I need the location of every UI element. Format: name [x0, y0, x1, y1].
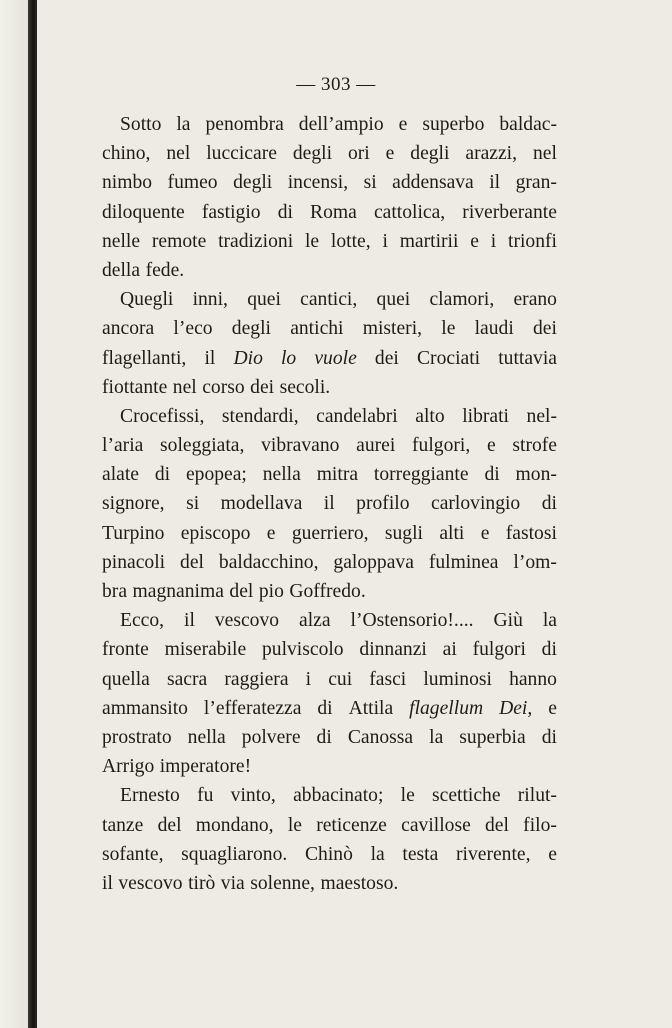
word: polvere — [241, 726, 301, 748]
word: imperatore! — [159, 756, 252, 778]
word: le — [400, 785, 415, 807]
word: quella — [102, 668, 150, 690]
italic-word: vuole — [314, 347, 357, 369]
word: di — [277, 201, 293, 223]
word: riverente, — [456, 843, 531, 865]
text-line — [102, 694, 557, 723]
text-line — [102, 168, 557, 197]
word: quei — [376, 289, 411, 311]
word: trionfi — [508, 230, 557, 252]
word: la — [370, 843, 385, 865]
word: superbo — [422, 114, 485, 135]
text-line — [102, 431, 557, 460]
word: addensava — [392, 172, 474, 194]
word: del — [229, 581, 254, 602]
word: del — [485, 814, 509, 836]
word: carlovingio — [431, 493, 521, 515]
word: tanze — [102, 814, 144, 836]
word: episcopo — [180, 522, 251, 544]
word: mitra — [316, 464, 359, 486]
text-line — [102, 548, 557, 577]
word: di — [541, 493, 557, 515]
word: clamori, — [429, 289, 495, 311]
word: il — [323, 493, 335, 515]
word: ammansito — [102, 697, 188, 719]
word: le — [287, 814, 302, 836]
word: vescovo — [214, 610, 280, 632]
word: ai — [442, 639, 457, 661]
word: quei — [247, 289, 281, 311]
text-line — [102, 869, 557, 898]
text-line — [102, 139, 557, 168]
word: sacra — [166, 668, 208, 690]
word: vibravano — [261, 435, 340, 457]
italic-word: Dei, — [499, 697, 533, 719]
text-line — [102, 198, 557, 227]
word: Attila — [348, 697, 394, 719]
text-line — [102, 752, 557, 781]
word: nel — [166, 143, 191, 165]
text-line — [102, 314, 557, 343]
word: l’Ostensorio!.... — [350, 610, 474, 632]
word: Goffredo. — [289, 581, 366, 602]
word: prostrato — [102, 726, 172, 748]
word: nimbo — [102, 172, 153, 194]
word: galoppava — [333, 551, 414, 573]
word: superbia — [459, 726, 526, 748]
word: pulviscolo — [261, 639, 344, 661]
word: fulgori — [472, 639, 526, 661]
word: Sotto — [120, 114, 162, 135]
word: fastigio — [201, 201, 261, 223]
text-line — [102, 110, 557, 139]
word: hanno — [509, 668, 557, 690]
word: le — [304, 230, 320, 252]
word: signore, — [102, 493, 165, 515]
word: mondano, — [195, 814, 274, 836]
word: martirii — [399, 230, 459, 252]
word: bra — [102, 581, 128, 602]
word: strofe — [512, 435, 557, 457]
paragraph — [102, 110, 557, 285]
word: dell’ampio — [298, 114, 384, 135]
word: fastosi — [505, 522, 557, 544]
word: aurei — [356, 435, 396, 457]
word: testa — [402, 843, 439, 865]
word: Crociati — [416, 347, 481, 369]
text-line — [102, 256, 557, 285]
page-number: — 303 — — [296, 74, 376, 95]
word: gran- — [515, 172, 557, 194]
word: e — [548, 697, 557, 719]
word: fulminea — [428, 551, 499, 573]
word: di — [484, 464, 500, 486]
word: soleggiata, — [160, 435, 245, 457]
word: degli — [292, 143, 333, 165]
word: e — [266, 522, 276, 544]
word: si — [186, 493, 200, 515]
word: Quegli — [120, 289, 174, 311]
word: incensi, — [287, 172, 349, 194]
word: corso — [202, 376, 245, 398]
word: e — [480, 522, 490, 544]
word: dinnanzi — [359, 639, 427, 661]
word: lotte, — [330, 230, 371, 252]
word: di — [154, 464, 171, 486]
word: dei — [250, 376, 275, 398]
word: i — [490, 230, 497, 252]
word: l’om- — [513, 551, 557, 573]
word: tradizioni — [218, 230, 294, 252]
paragraph — [102, 285, 557, 402]
text-line — [102, 373, 557, 402]
word: il — [204, 347, 216, 369]
word: luccicare — [206, 143, 277, 165]
word: vescovo — [118, 872, 183, 894]
word: misteri, — [362, 318, 423, 340]
word: raggiera — [224, 668, 289, 690]
word: Crocefissi, — [120, 405, 205, 427]
word: remote — [151, 230, 207, 252]
word: nel — [532, 143, 557, 165]
word: arazzi, — [465, 143, 518, 165]
word: maestoso. — [320, 872, 399, 894]
word: vinto, — [230, 785, 276, 807]
word: Roma — [310, 201, 357, 223]
word: la — [176, 114, 191, 135]
word: abbacinato; — [293, 785, 384, 807]
text-line — [102, 519, 557, 548]
word: flagellanti, — [102, 347, 187, 369]
word: le — [441, 318, 456, 340]
word: modellava — [220, 493, 303, 515]
word: i — [305, 668, 312, 690]
word: penombra — [205, 114, 284, 135]
word: nelle — [102, 230, 141, 252]
word: degli — [410, 143, 450, 165]
word: e — [398, 114, 408, 135]
word: la — [542, 610, 557, 632]
word: alza — [299, 610, 331, 632]
word: alti — [439, 522, 465, 544]
word: Ecco, — [120, 610, 165, 632]
word: Ernesto — [120, 785, 180, 807]
word: di — [541, 639, 557, 661]
word: miserabile — [164, 639, 247, 661]
word: fede. — [145, 259, 185, 281]
word: solenne, — [250, 872, 315, 894]
text-line — [102, 665, 557, 694]
word: nella — [262, 464, 301, 486]
word: filo- — [523, 814, 557, 836]
word: alto — [415, 405, 445, 427]
word: antichi — [290, 318, 344, 340]
word: torreggiante — [373, 464, 469, 486]
word: diloquente — [102, 201, 185, 223]
word: cavillose — [401, 814, 471, 836]
word: fumeo — [167, 172, 218, 194]
word: nel — [172, 376, 197, 398]
word: di — [541, 726, 557, 748]
word: e — [470, 230, 479, 252]
word: baldac- — [499, 114, 557, 135]
word: luminosi — [423, 668, 492, 690]
italic-word: flagellum — [409, 697, 484, 719]
word: riverberante — [462, 201, 557, 223]
text-line — [102, 344, 557, 373]
word: di — [316, 726, 332, 748]
word: tirò — [188, 872, 216, 894]
word: magnanima — [132, 581, 224, 602]
word: mon- — [515, 464, 557, 486]
word: epopea; — [185, 464, 247, 486]
word: sofante, — [102, 843, 164, 865]
word: erano — [513, 289, 557, 311]
word: dei — [532, 318, 557, 340]
word: del — [157, 814, 182, 836]
word: si — [363, 172, 377, 194]
word: Giù — [493, 610, 523, 632]
paragraph — [102, 606, 557, 781]
text-line — [102, 840, 557, 869]
word: l’eco — [173, 318, 213, 340]
word: pio — [258, 581, 284, 602]
word: alate — [102, 464, 139, 486]
word: del — [180, 551, 204, 573]
word: Chinò — [304, 843, 353, 865]
word: ancora — [102, 318, 155, 340]
word: chino, — [102, 143, 151, 165]
word: Turpino — [102, 522, 165, 544]
word: fu — [197, 785, 214, 807]
text-line — [102, 577, 557, 606]
text-line — [102, 402, 557, 431]
word: dei — [374, 347, 399, 369]
word: e — [385, 143, 395, 165]
italic-word: Dio — [233, 347, 263, 369]
word: fiottante — [102, 376, 168, 398]
word: fulgori, — [412, 435, 471, 457]
word: il — [102, 872, 113, 894]
word: guerriero, — [291, 522, 369, 544]
text-line — [102, 285, 557, 314]
word: degli — [231, 318, 271, 340]
text-line — [102, 811, 557, 840]
word: cui — [328, 668, 353, 690]
text-line — [102, 489, 557, 518]
word: stendardi, — [221, 405, 299, 427]
word: Arrigo — [102, 756, 155, 778]
word: squagliarono. — [181, 843, 288, 865]
word: fronte — [102, 639, 149, 661]
word: baldacchino, — [218, 551, 319, 573]
word: nel- — [526, 405, 557, 427]
word: pinacoli — [102, 551, 166, 573]
paragraph — [102, 781, 557, 898]
word: e — [548, 843, 557, 865]
word: l’aria — [102, 435, 144, 457]
word: rilut- — [517, 785, 557, 807]
word: Canossa — [347, 726, 414, 748]
book-binding-edge — [28, 0, 37, 1028]
page-edge — [0, 0, 28, 1028]
word: candelabri — [316, 405, 398, 427]
body-text — [102, 110, 557, 898]
text-line — [102, 606, 557, 635]
word: nella — [187, 726, 226, 748]
text-line — [102, 227, 557, 256]
word: secoli. — [279, 376, 331, 398]
word: sugli — [384, 522, 423, 544]
word: librati — [462, 405, 509, 427]
word: fasci — [369, 668, 407, 690]
word: cattolica, — [373, 201, 446, 223]
word: della — [102, 259, 141, 281]
word: via — [220, 872, 245, 894]
word: tuttavia — [498, 347, 557, 369]
text-line — [102, 781, 557, 810]
italic-word: lo — [280, 347, 297, 369]
word: cantici, — [300, 289, 358, 311]
text-line — [102, 723, 557, 752]
word: la — [429, 726, 444, 748]
word: laudi — [474, 318, 514, 340]
word: di — [317, 697, 333, 719]
word: i — [382, 230, 388, 252]
text-line — [102, 635, 557, 664]
paragraph — [102, 402, 557, 606]
text-line — [102, 460, 557, 489]
word: il — [184, 610, 195, 632]
word: inni, — [192, 289, 228, 311]
word: il — [489, 172, 501, 194]
word: ori — [347, 143, 370, 165]
word: reticenze — [316, 814, 387, 836]
word: e — [486, 435, 496, 457]
word: profilo — [356, 493, 410, 515]
word: scettiche — [432, 785, 501, 807]
word: l’efferatezza — [203, 697, 302, 719]
word: degli — [233, 172, 273, 194]
